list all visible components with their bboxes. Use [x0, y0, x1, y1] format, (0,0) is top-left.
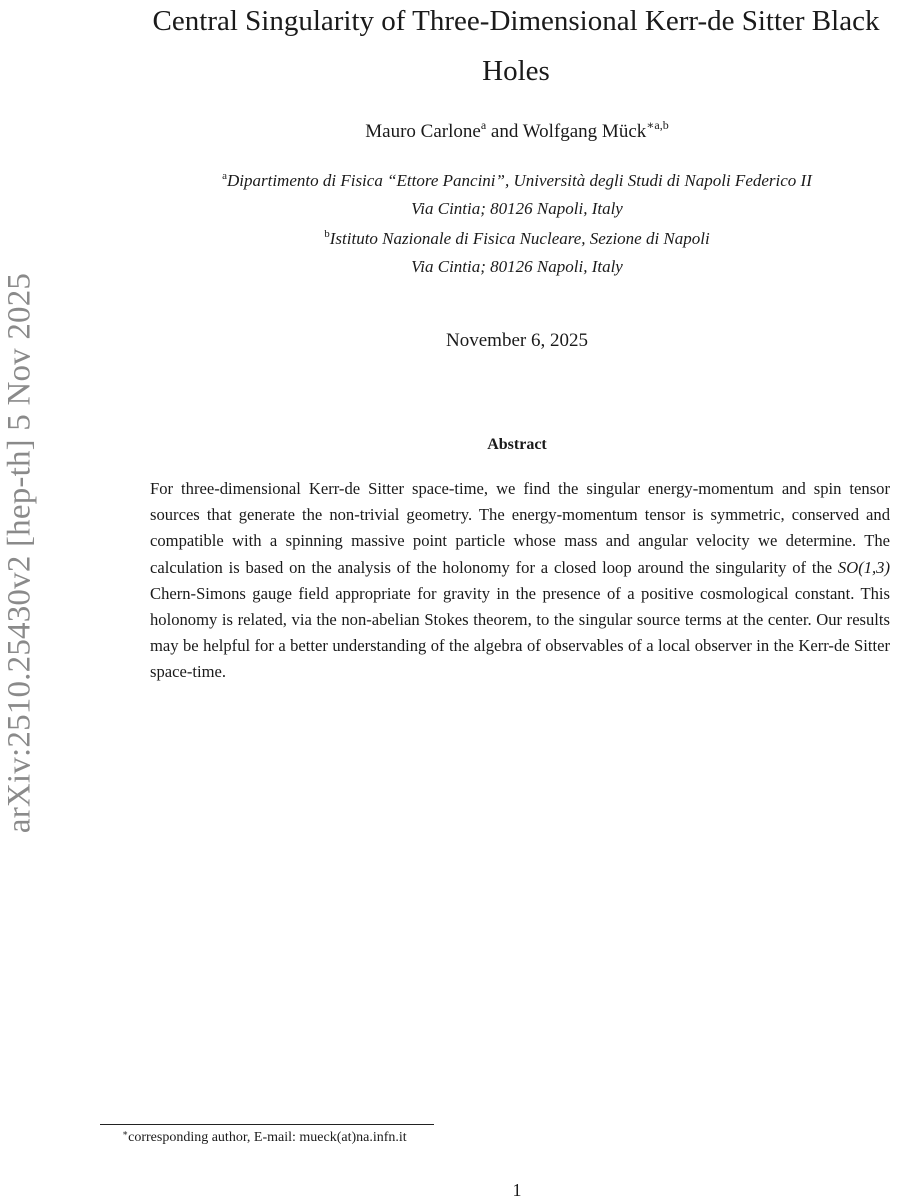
affiliation-a-address: Via Cintia; 80126 Napoli, Italy [411, 199, 623, 218]
title-line-1: Central Singularity of Three-Dimensional Kerr-de Sitter Black [152, 5, 880, 37]
affiliation-a-name: Dipartimento di Fisica “Ettore Pancini”, Università degli Studi di Napoli Federico II [227, 171, 812, 190]
abstract-math-group: SO(1,3) [837, 557, 890, 577]
affiliation-a-marker: a [222, 170, 227, 182]
affiliation-a-institution [0, 170, 914, 191]
title-line-2: Holes [482, 55, 550, 87]
footnote [122, 1128, 407, 1146]
arxiv-id: arXiv:2510.25430v2 [hep-th] 5 Nov 2025 [1, 272, 38, 834]
footnote-text: corresponding author, E-mail: mueck(at)na.infn.it [128, 1130, 407, 1145]
author-2: Wolfgang Mück [522, 121, 647, 142]
author-connector: and [486, 121, 523, 142]
abstract-text-part-1: For three-dimensional Kerr-de Sitter space-time, we find the singular energy-momentum and spin tensor sources that generate the non-trivial geometry. The energy-momentum tensor is symmetric, conserved and compatible with a spinning massive point particle whose mass and angular velocity we determine. The calculation is based on the analysis of the holonomy for a closed loop around the singularity of the [150, 479, 890, 577]
affiliation-b-marker: b [324, 228, 330, 240]
footnote-marker: ∗ [122, 1128, 129, 1138]
abstract-heading: Abstract [487, 436, 547, 453]
author-1-affil-marker: a [480, 118, 487, 132]
affiliation-b-address: Via Cintia; 80126 Napoli, Italy [411, 257, 623, 276]
author-list [0, 118, 914, 143]
abstract-text-part-2: Chern-Simons gauge field appropriate for gravity in the presence of a positive cosmological constant. This holonomy is related, via the non-abelian Stokes theorem, to the singular source terms at the center. Our results may be helpful for a better understanding of the algebra of observables of a local observer in the Kerr-de Sitter space-time. [150, 583, 890, 682]
footnote-rule [100, 1124, 434, 1125]
page-number: 1 [512, 1180, 522, 1200]
abstract-body [150, 476, 890, 686]
author-1: Mauro Carlone [365, 121, 481, 142]
affiliation-b-institution [0, 228, 914, 249]
publication-date: November 6, 2025 [446, 330, 588, 351]
author-2-affil-marker: ∗a,b [646, 118, 669, 132]
paper-title [100, 0, 914, 96]
affiliation-b-name: Istituto Nazionale di Fisica Nucleare, Sezione di Napoli [329, 229, 710, 248]
